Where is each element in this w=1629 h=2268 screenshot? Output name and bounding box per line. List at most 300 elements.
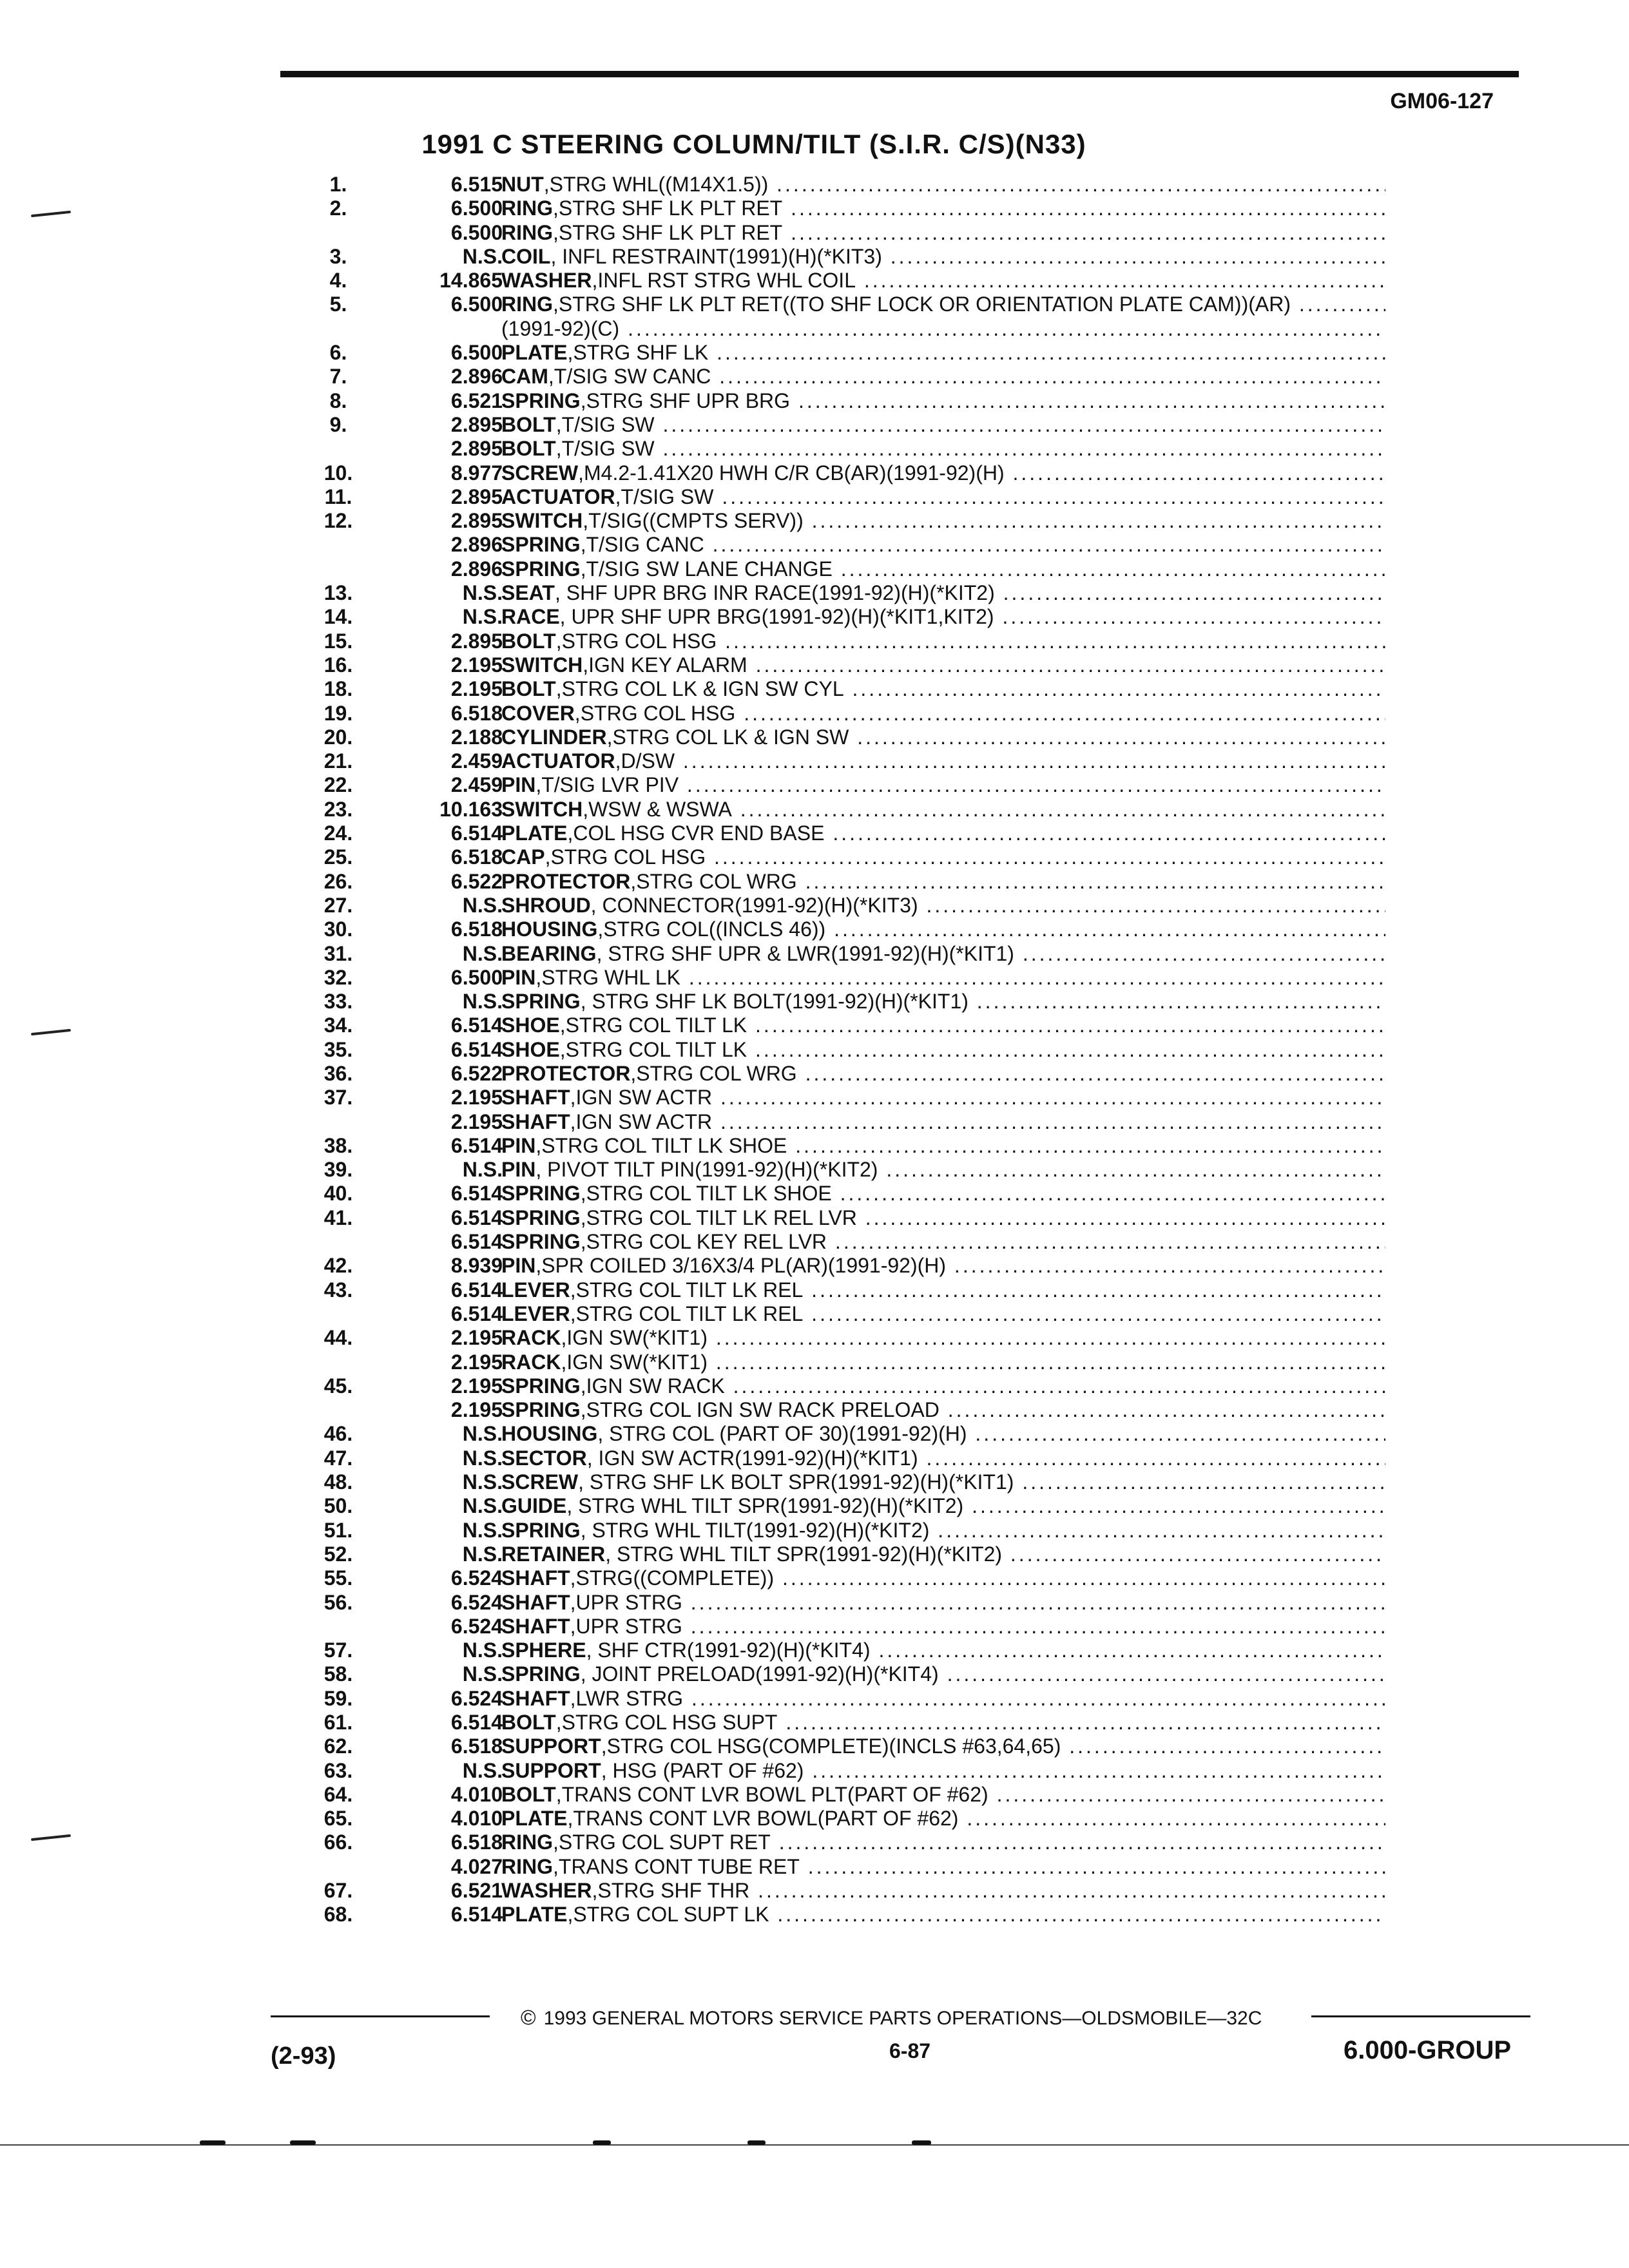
part-detail: ,STRG COL TILT LK REL LVR [580, 1206, 857, 1229]
part-detail: ,STRG COL KEY REL LVR [580, 1230, 827, 1254]
part-row [303, 702, 1385, 726]
copyright-line [521, 2006, 1262, 2030]
part-detail: ,STRG COL HSG [555, 629, 717, 653]
group-number: N.S. [462, 1662, 503, 1686]
part-number: 59. [323, 1686, 353, 1710]
part-row [303, 653, 1385, 677]
part-description [501, 677, 1385, 701]
group-number: 6.514 [450, 1302, 503, 1325]
part-description [501, 269, 1385, 293]
part-number: 43. [323, 1278, 353, 1302]
part-name: LEVER [501, 1302, 570, 1325]
group-number: 6.500 [450, 965, 503, 989]
part-row [303, 1855, 1385, 1879]
part-description [501, 509, 1385, 533]
group-number: 4.027 [450, 1854, 503, 1878]
part-detail: ,STRG COL TILT LK REL [570, 1302, 804, 1325]
part-row [303, 1422, 1385, 1446]
part-description [501, 1470, 1385, 1494]
part-name: SPRING [501, 533, 581, 557]
part-detail: ,UPR STRG [570, 1590, 682, 1614]
part-number: 12. [323, 509, 353, 533]
part-name: SPRING [501, 1398, 581, 1422]
part-detail: ,STRG COL((INCLS 46)) [597, 918, 826, 941]
group-number: 8.977 [450, 461, 503, 485]
part-name: SCREW [501, 1470, 579, 1494]
part-description [501, 918, 1385, 941]
part-description [501, 1903, 1385, 1927]
part-row [303, 317, 1385, 341]
part-detail: ,M4.2-1.41X20 HWH C/R CB(AR)(1991-92)(H) [578, 461, 1005, 485]
part-detail: ,IGN SW RACK [580, 1374, 725, 1398]
part-name: PIN [501, 1158, 536, 1182]
part-name: BOLT [501, 1782, 556, 1806]
group-number: 6.500 [450, 220, 503, 244]
part-name: PLATE [501, 341, 568, 365]
part-number: 37. [323, 1086, 353, 1110]
part-row [303, 1278, 1385, 1302]
part-row [303, 798, 1385, 822]
part-row [303, 1374, 1385, 1398]
part-description [501, 533, 1385, 557]
group-number: 6.518 [450, 845, 503, 869]
part-row [303, 1014, 1385, 1037]
part-detail: ,T/SIG CANC [580, 533, 704, 557]
part-number: 34. [323, 1014, 353, 1037]
part-detail: ,STRG COL TILT LK [559, 1037, 747, 1061]
part-number: 67. [323, 1879, 353, 1903]
part-detail: , JOINT PRELOAD(1991-92)(H)(*KIT4) [580, 1662, 939, 1686]
part-description [501, 726, 1385, 749]
part-row [303, 1470, 1385, 1494]
part-name: HOUSING [501, 918, 598, 941]
part-row [303, 1519, 1385, 1542]
part-description [501, 1062, 1385, 1086]
part-detail: ,STRG SHF LK PLT RET [553, 220, 783, 244]
part-detail: ,STRG COL WRG [630, 869, 797, 893]
part-number: 19. [323, 701, 353, 725]
copyright-text: 1993 GENERAL MOTORS SERVICE PARTS OPERATIONS—OLDSMOBILE—32C [543, 2008, 1262, 2029]
group-number: 4.010 [450, 1807, 503, 1831]
part-number: 9. [329, 412, 347, 436]
part-description [501, 173, 1385, 197]
group-number: 6.514 [450, 1014, 503, 1037]
part-detail: ,STRG COL SUPT LK [567, 1903, 769, 1927]
part-name: SPRING [501, 389, 581, 412]
part-description [501, 1615, 1385, 1639]
part-description [501, 1182, 1385, 1206]
page-title: 1991 C STEERING COLUMN/TILT (S.I.R. C/S)(N33) [421, 129, 1086, 159]
part-description [501, 389, 1385, 413]
group-number: N.S. [462, 1758, 503, 1782]
group-number: 2.195 [450, 1110, 503, 1133]
part-row [303, 1831, 1385, 1854]
part-row [303, 269, 1385, 293]
part-row [303, 1494, 1385, 1518]
group-number: 6.518 [450, 918, 503, 941]
group-number: N.S. [462, 941, 503, 965]
part-name: BOLT [501, 412, 556, 436]
part-description [501, 1302, 1385, 1326]
part-detail: ,STRG COL TILT LK REL [570, 1278, 804, 1302]
group-number: 6.514 [450, 822, 503, 845]
part-row [303, 726, 1385, 749]
part-description [501, 845, 1385, 869]
part-row [303, 1566, 1385, 1590]
part-detail: ,STRG COL TILT LK SHOE [580, 1182, 832, 1206]
footer-rule-left [271, 2015, 490, 2017]
part-row [303, 1158, 1385, 1182]
part-description [501, 1206, 1385, 1230]
part-name: SHAFT [501, 1590, 570, 1614]
group-number: 6.514 [450, 1230, 503, 1254]
group-number: 6.521 [450, 389, 503, 412]
part-detail: , STRG SHF LK BOLT(1991-92)(H)(*KIT1) [580, 990, 969, 1014]
part-description [501, 870, 1385, 894]
part-number: 33. [323, 990, 353, 1014]
part-description [501, 1662, 1385, 1686]
group-number: N.S. [462, 893, 503, 917]
part-detail: ,STRG SHF LK PLT RET((TO SHF LOCK OR ORIENTATION PLATE CAM))(AR) [553, 293, 1291, 316]
part-number: 47. [323, 1446, 353, 1470]
part-number: 18. [323, 677, 353, 701]
part-name: NUT [501, 173, 544, 196]
part-number: 64. [323, 1782, 353, 1806]
part-number: 57. [323, 1639, 353, 1662]
group-number: 4.010 [450, 1782, 503, 1806]
part-row [303, 1711, 1385, 1735]
scan-mark [200, 2140, 226, 2145]
part-row [303, 1903, 1385, 1927]
part-detail: ,STRG COL SUPT RET [553, 1831, 771, 1854]
part-row [303, 749, 1385, 773]
part-row [303, 1350, 1385, 1374]
group-number: N.S. [462, 1422, 503, 1446]
part-description [501, 894, 1385, 918]
part-detail: ,UPR STRG [570, 1614, 682, 1638]
part-number: 10. [323, 461, 353, 485]
part-name: SPHERE [501, 1639, 586, 1662]
part-detail: ,TRANS CONT LVR BOWL(PART OF #62) [567, 1807, 959, 1831]
part-row [303, 1038, 1385, 1062]
part-detail: ,STRG COL IGN SW RACK PRELOAD [580, 1398, 940, 1422]
part-row [303, 1302, 1385, 1326]
part-description [501, 317, 1385, 341]
group-number: 6.518 [450, 701, 503, 725]
part-row [303, 437, 1385, 461]
date-code: (2-93) [271, 2042, 336, 2070]
part-description [501, 1639, 1385, 1662]
part-row [303, 1230, 1385, 1254]
part-detail: ,STRG SHF LK [567, 341, 709, 365]
part-row [303, 773, 1385, 797]
part-name: LEVER [501, 1278, 570, 1302]
part-number: 42. [323, 1254, 353, 1278]
part-detail: ,T/SIG((CMPTS SERV)) [583, 509, 804, 533]
part-number: 23. [323, 797, 353, 821]
part-detail: ,STRG COL TILT LK [559, 1014, 747, 1037]
part-description [501, 1735, 1385, 1758]
part-number: 40. [323, 1182, 353, 1206]
part-row [303, 1687, 1385, 1711]
part-number: 35. [323, 1037, 353, 1061]
group-number: 2.895 [450, 509, 503, 533]
part-name: ACTUATOR [501, 749, 615, 773]
part-name: RACK [501, 1350, 561, 1374]
part-number: 16. [323, 653, 353, 677]
part-number: 5. [329, 293, 347, 316]
part-row [303, 485, 1385, 509]
part-name: SPRING [501, 557, 581, 581]
part-detail: ,LWR STRG [570, 1686, 684, 1710]
part-description [501, 1422, 1385, 1446]
part-name: CYLINDER [501, 725, 607, 749]
part-description [501, 1855, 1385, 1879]
part-detail: ,STRG COL LK & IGN SW [606, 725, 849, 749]
part-row [303, 1662, 1385, 1686]
part-name: RING [501, 1854, 553, 1878]
group-number: 2.195 [450, 1398, 503, 1422]
part-number: 41. [323, 1206, 353, 1229]
part-detail: ,STRG WHL((M14X1.5)) [543, 173, 769, 196]
part-description [501, 1110, 1385, 1134]
part-detail: , CONNECTOR(1991-92)(H)(*KIT3) [590, 893, 918, 917]
group-number: 6.522 [450, 1061, 503, 1085]
part-name: SUPPORT [501, 1735, 601, 1758]
group-number: 14.865 [439, 269, 503, 293]
part-row [303, 1807, 1385, 1831]
parts-list [303, 173, 1385, 1927]
part-number: 14. [323, 605, 353, 629]
part-number: 66. [323, 1831, 353, 1854]
group-number: 2.195 [450, 1326, 503, 1350]
part-description [501, 1494, 1385, 1518]
group-number: 2.195 [450, 677, 503, 701]
group-number: 2.195 [450, 653, 503, 677]
part-name: RING [501, 1831, 553, 1854]
part-row [303, 1639, 1385, 1662]
part-name: BEARING [501, 941, 597, 965]
part-name: SHOE [501, 1014, 560, 1037]
part-description [501, 413, 1385, 437]
part-name: BOLT [501, 437, 556, 461]
group-number: 6.514 [450, 1711, 503, 1734]
part-number: 56. [323, 1590, 353, 1614]
part-row [303, 1542, 1385, 1566]
part-detail: ,TRANS CONT TUBE RET [553, 1854, 800, 1878]
part-description [501, 822, 1385, 845]
part-name: COVER [501, 701, 575, 725]
group-number: 6.500 [450, 341, 503, 365]
group-number: 2.195 [450, 1374, 503, 1398]
part-name: SHAFT [501, 1614, 570, 1638]
part-name: PROTECTOR [501, 1061, 631, 1085]
part-row [303, 1615, 1385, 1639]
group-number: N.S. [462, 244, 503, 268]
part-number: 21. [323, 749, 353, 773]
group-number: N.S. [462, 1470, 503, 1494]
part-detail: ,SPR COILED 3/16X3/4 PL(AR)(1991-92)(H) [535, 1254, 947, 1278]
group-number: N.S. [462, 1494, 503, 1518]
part-number: 55. [323, 1566, 353, 1590]
part-row [303, 1206, 1385, 1230]
part-name: PIN [501, 1133, 536, 1157]
part-number: 4. [329, 269, 347, 293]
part-row [303, 173, 1385, 197]
part-detail: , INFL RESTRAINT(1991)(H)(*KIT3) [550, 244, 882, 268]
part-detail: ,WSW & WSWA [583, 797, 732, 821]
part-row [303, 677, 1385, 701]
group-number: 2.895 [450, 412, 503, 436]
part-detail: , SHF CTR(1991-92)(H)(*KIT4) [586, 1639, 871, 1662]
part-description [501, 581, 1385, 605]
part-detail: ,COL HSG CVR END BASE [567, 822, 825, 845]
part-detail: ,D/SW [615, 749, 675, 773]
part-row [303, 1398, 1385, 1422]
part-name: SPRING [501, 1518, 581, 1542]
part-row [303, 1086, 1385, 1110]
part-detail: , STRG WHL TILT(1991-92)(H)(*KIT2) [580, 1518, 930, 1542]
group-number: 6.524 [450, 1566, 503, 1590]
group-number: 6.514 [450, 1133, 503, 1157]
part-description [501, 1254, 1385, 1278]
part-detail: ,STRG WHL LK [535, 965, 680, 989]
group-number: 6.500 [450, 197, 503, 220]
part-name: SHAFT [501, 1110, 570, 1133]
group-number: N.S. [462, 990, 503, 1014]
part-detail: ,STRG COL WRG [630, 1061, 797, 1085]
part-row [303, 870, 1385, 894]
part-detail: ,IGN SW(*KIT1) [561, 1326, 708, 1350]
group-number: N.S. [462, 1158, 503, 1182]
part-name: SPRING [501, 1374, 581, 1398]
part-name: SPRING [501, 990, 581, 1014]
group-number: 6.500 [450, 293, 503, 316]
part-row [303, 389, 1385, 413]
part-detail: ,STRG SHF LK PLT RET [553, 197, 783, 220]
part-number: 62. [323, 1735, 353, 1758]
part-row [303, 822, 1385, 845]
part-detail: ,STRG COL HSG [574, 701, 736, 725]
part-detail: , PIVOT TILT PIN(1991-92)(H)(*KIT2) [535, 1158, 878, 1182]
group-number: 8.939 [450, 1254, 503, 1278]
part-name: SPRING [501, 1662, 581, 1686]
scan-mark [593, 2140, 611, 2145]
part-detail: ,IGN KEY ALARM [583, 653, 747, 677]
part-detail: , STRG SHF LK BOLT SPR(1991-92)(H)(*KIT1) [578, 1470, 1014, 1494]
part-detail: ,INFL RST STRG WHL COIL [592, 269, 856, 293]
part-number: 36. [323, 1061, 353, 1085]
group-number: 6.522 [450, 869, 503, 893]
part-name: SHOE [501, 1037, 560, 1061]
part-number: 61. [323, 1711, 353, 1734]
part-detail: ,STRG SHF THR [592, 1879, 750, 1903]
part-name: SWITCH [501, 509, 583, 533]
part-description [501, 990, 1385, 1014]
part-row [303, 1182, 1385, 1206]
part-number: 52. [323, 1542, 353, 1566]
part-name: CAP [501, 845, 545, 869]
part-detail: , STRG SHF UPR & LWR(1991-92)(H)(*KIT1) [596, 941, 1014, 965]
part-number: 48. [323, 1470, 353, 1494]
part-row [303, 845, 1385, 869]
part-description [501, 1566, 1385, 1590]
part-row [303, 197, 1385, 220]
part-description [501, 1519, 1385, 1542]
part-number: 58. [323, 1662, 353, 1686]
part-description [501, 485, 1385, 509]
part-row [303, 629, 1385, 653]
part-number: 38. [323, 1133, 353, 1157]
part-detail: ,TRANS CONT LVR BOWL PLT(PART OF #62) [555, 1782, 988, 1806]
part-row [303, 245, 1385, 269]
part-description [501, 1398, 1385, 1422]
part-description [501, 749, 1385, 773]
part-description [501, 1542, 1385, 1566]
part-description [501, 653, 1385, 677]
part-description [501, 437, 1385, 461]
part-row [303, 1759, 1385, 1783]
part-detail: ,T/SIG SW [615, 485, 714, 508]
group-number: 6.518 [450, 1831, 503, 1854]
part-description [501, 1158, 1385, 1182]
part-name: SPRING [501, 1206, 581, 1229]
part-name: RACE [501, 605, 560, 629]
group-number: N.S. [462, 581, 503, 605]
part-row [303, 533, 1385, 557]
part-number: 15. [323, 629, 353, 653]
part-name: PLATE [501, 1807, 568, 1831]
part-detail: ,T/SIG SW CANC [548, 365, 711, 389]
part-name: CAM [501, 365, 548, 389]
part-detail: ,STRG COL HSG(COMPLETE)(INCLS #63,64,65) [601, 1735, 1061, 1758]
part-row [303, 894, 1385, 918]
part-description [501, 1807, 1385, 1831]
part-description [501, 461, 1385, 485]
group-number: 2.896 [450, 557, 503, 581]
part-name: RACK [501, 1326, 561, 1350]
part-detail: ,STRG COL LK & IGN SW CYL [555, 677, 844, 701]
part-detail: (1991-92)(C) [501, 316, 620, 340]
part-name: BOLT [501, 677, 556, 701]
part-row [303, 1735, 1385, 1758]
part-row [303, 605, 1385, 629]
group-number: 2.895 [450, 629, 503, 653]
copyright-icon: © [521, 2006, 536, 2029]
part-number: 3. [329, 244, 347, 268]
group-number: 2.896 [450, 365, 503, 389]
part-description [501, 1783, 1385, 1807]
part-description [501, 1086, 1385, 1110]
part-description [501, 1134, 1385, 1158]
part-name: BOLT [501, 1711, 556, 1734]
group-number: 6.514 [450, 1903, 503, 1927]
part-detail: , UPR SHF UPR BRG(1991-92)(H)(*KIT1,KIT2) [559, 605, 994, 629]
group-number: 2.195 [450, 1350, 503, 1374]
part-description [501, 1711, 1385, 1735]
part-number: 30. [323, 918, 353, 941]
part-description [501, 1446, 1385, 1470]
part-description [501, 1278, 1385, 1302]
part-number: 13. [323, 581, 353, 605]
part-row [303, 1254, 1385, 1278]
part-name: SCREW [501, 461, 579, 485]
part-name: SHAFT [501, 1086, 570, 1110]
part-detail: , SHF UPR BRG INR RACE(1991-92)(H)(*KIT2) [554, 581, 995, 605]
part-detail: , STRG WHL TILT SPR(1991-92)(H)(*KIT2) [605, 1542, 1003, 1566]
scan-edge-rule [0, 2144, 1629, 2146]
part-description [501, 341, 1385, 365]
